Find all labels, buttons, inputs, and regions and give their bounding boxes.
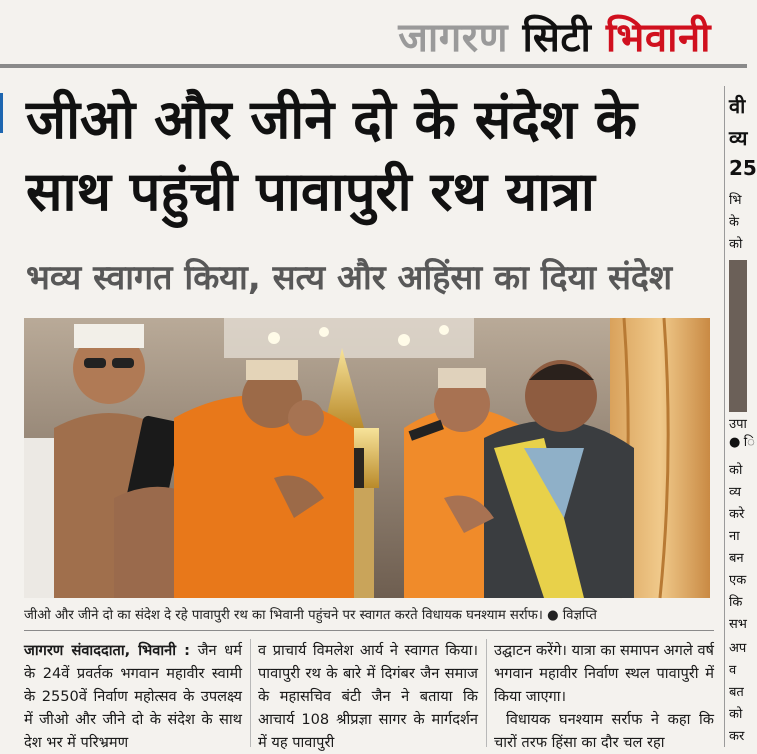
column-divider bbox=[486, 639, 487, 747]
masthead-section: सिटी bbox=[522, 15, 592, 61]
side-fragment: व्य bbox=[729, 485, 741, 500]
caption-rule bbox=[24, 630, 714, 631]
photo-caption: जीओ और जीने दो का संदेश दे रहे पावापुरी रथ का भिवानी पहुंचने पर स्वागत करते विधायक घनश्याम सर्राफ। ● विज्ञप्ति bbox=[24, 608, 597, 623]
body-text-1: जैन धर्म के 24वें प्रवर्तक भगवान महावीर स्वामी के 2550वें निर्वाण महोत्सव के उपलक्ष्य में जीओ और जीने दो के संदेश के साथ देश भर में परिभ्रमण bbox=[24, 642, 242, 751]
side-fragment: सभ bbox=[729, 617, 747, 632]
article-headline: जीओ और जीने दो के संदेश के साथ पहुंची पावापुरी रथ यात्रा bbox=[26, 88, 637, 223]
side-fragment: व bbox=[729, 663, 737, 678]
side-fragment: 25 bbox=[729, 156, 757, 180]
side-fragment: एक bbox=[729, 573, 747, 588]
accent-bar bbox=[0, 93, 3, 133]
masthead-city: भिवानी bbox=[605, 15, 711, 61]
side-fragment: व्य bbox=[729, 126, 748, 150]
side-fragment: को bbox=[729, 237, 743, 252]
dateline: जागरण संवाददाता, भिवानी : bbox=[24, 642, 191, 659]
masthead bbox=[0, 0, 747, 64]
photo-illustration bbox=[24, 318, 710, 598]
side-column bbox=[729, 0, 757, 747]
column-divider bbox=[250, 639, 251, 747]
body-column-1 bbox=[24, 639, 242, 754]
side-divider bbox=[724, 86, 725, 747]
side-fragment: को bbox=[729, 463, 743, 478]
side-fragment: भि bbox=[729, 193, 742, 208]
side-fragment: वी bbox=[729, 94, 746, 118]
body-text-3b: विधायक घनश्याम सर्राफ ने कहा कि चारों तरफ हिंसा का दौर चल रहा bbox=[494, 711, 714, 751]
masthead-rule bbox=[0, 64, 747, 68]
body-column-3 bbox=[494, 639, 714, 754]
side-fragment: उपा bbox=[729, 417, 747, 432]
side-fragment: बत bbox=[729, 685, 744, 700]
masthead-brand: जागरण bbox=[398, 15, 509, 61]
side-fragment: ● ि bbox=[729, 435, 755, 450]
side-fragment: करे bbox=[729, 507, 745, 522]
body-text-2: व प्राचार्य विमलेश आर्य ने स्वागत किया। पावापुरी रथ के बारे में दिगंबर जैन समाज के महासचिव बंटी जैन ने बताया कि आचार्य 108 श्रीप्रज्ञा सागर के मार्गदर्शन में यह पावापुरी bbox=[258, 642, 478, 751]
side-fragment: अप bbox=[729, 641, 747, 656]
side-fragment: को bbox=[729, 707, 743, 722]
body-column-2 bbox=[258, 639, 478, 754]
side-fragment: के bbox=[729, 215, 739, 230]
body-text-3: उद्घाटन करेंगे। यात्रा का समापन अगले वर्ष भगवान महावीर निर्वाण स्थल पावापुरी में किया जाएगा। bbox=[494, 642, 714, 705]
side-fragment: बन bbox=[729, 551, 744, 566]
side-fragment: कि bbox=[729, 595, 743, 610]
side-fragment: कर bbox=[729, 729, 745, 744]
article-photo bbox=[24, 318, 710, 598]
side-fragment: ना bbox=[729, 529, 740, 544]
article-subhead: भव्य स्वागत किया, सत्य और अहिंसा का दिया संदेश bbox=[26, 258, 673, 298]
masthead-title bbox=[398, 8, 711, 63]
